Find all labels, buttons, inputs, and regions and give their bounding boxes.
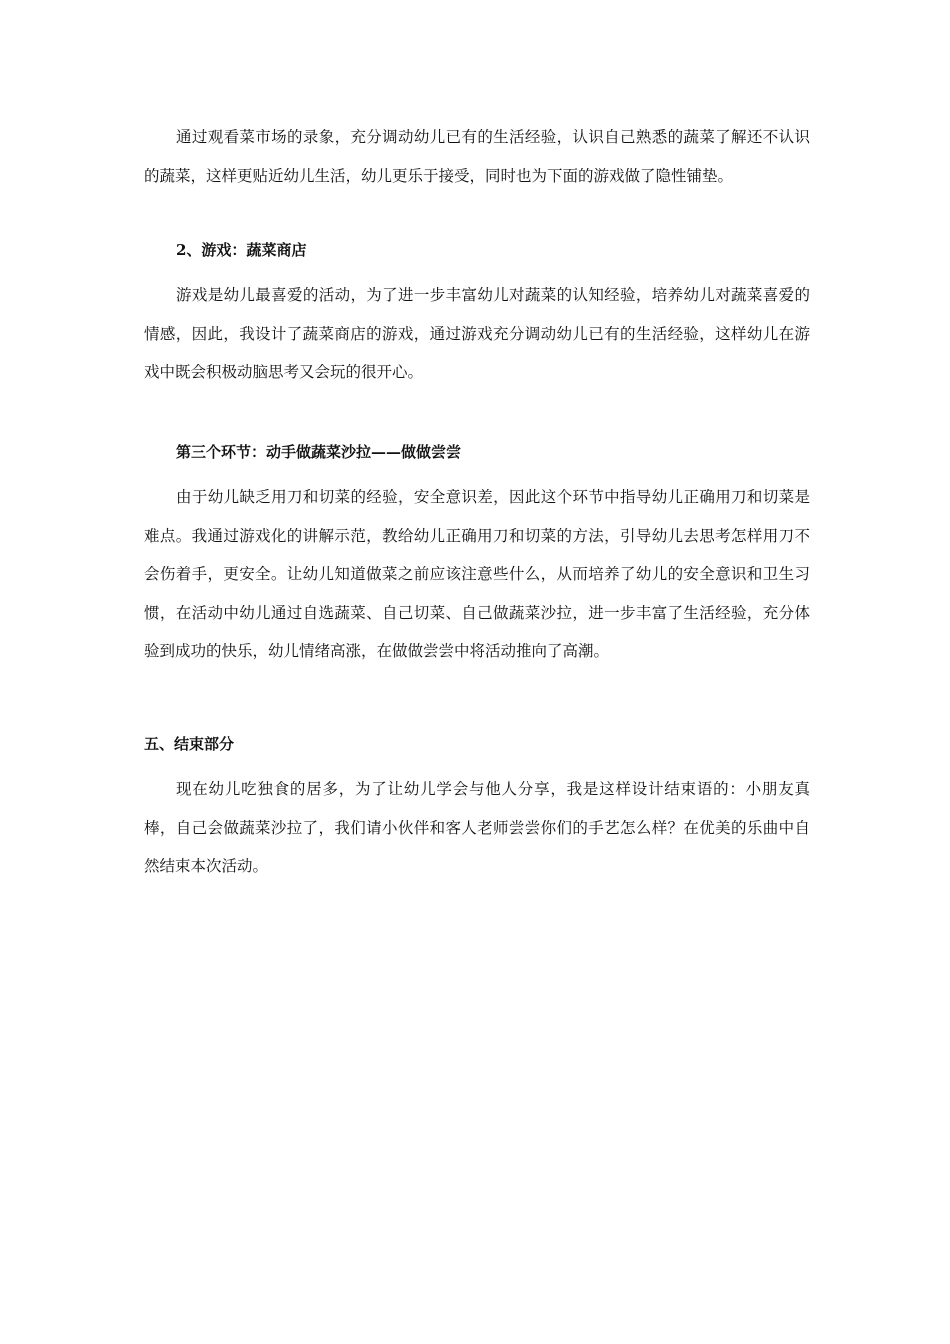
paragraph-vegetable-market-video: 通过观看菜市场的录象，充分调动幼儿已有的生活经验，认识自己熟悉的蔬菜了解还不认识的蔬菜，这样更贴近幼儿生活，幼儿更乐于接受，同时也为下面的游戏做了隐性铺垫。 (144, 128, 810, 185)
section-heading-game: 2、游戏：蔬菜商店 (176, 241, 307, 259)
section-heading-step-three: 第三个环节：动手做蔬菜沙拉——做做尝尝 (176, 443, 462, 461)
paragraph-ending-description: 现在幼儿吃独食的居多，为了让幼儿学会与他人分享，我是这样设计结束语的：小朋友真棒，自己会做蔬菜沙拉了，我们请小伙伴和客人老师尝尝你们的手艺怎么样？在优美的乐曲中自然结束本次活动。 (144, 780, 810, 875)
section-heading-ending: 五、结束部分 (144, 735, 235, 753)
paragraph-game-description: 游戏是幼儿最喜爱的活动，为了进一步丰富幼儿对蔬菜的认知经验，培养幼儿对蔬菜喜爱的情感，因此，我设计了蔬菜商店的游戏，通过游戏充分调动幼儿已有的生活经验，这样幼儿在游戏中既会积极动脑思考又会玩的很开心。 (144, 286, 810, 381)
paragraph-salad-making: 由于幼儿缺乏用刀和切菜的经验，安全意识差，因此这个环节中指导幼儿正确用刀和切菜是难点。我通过游戏化的讲解示范，教给幼儿正确用刀和切菜的方法，引导幼儿去思考怎样用刀不会伤着手，更安全。让幼儿知道做菜之前应该注意些什么，从而培养了幼儿的安全意识和卫生习惯，在活动中幼儿通过自选蔬菜、自己切菜、自己做蔬菜沙拉，进一步丰富了生活经验，充分体验到成功的快乐，幼儿情绪高涨，在做做尝尝中将活动推向了高潮。 (144, 488, 810, 660)
